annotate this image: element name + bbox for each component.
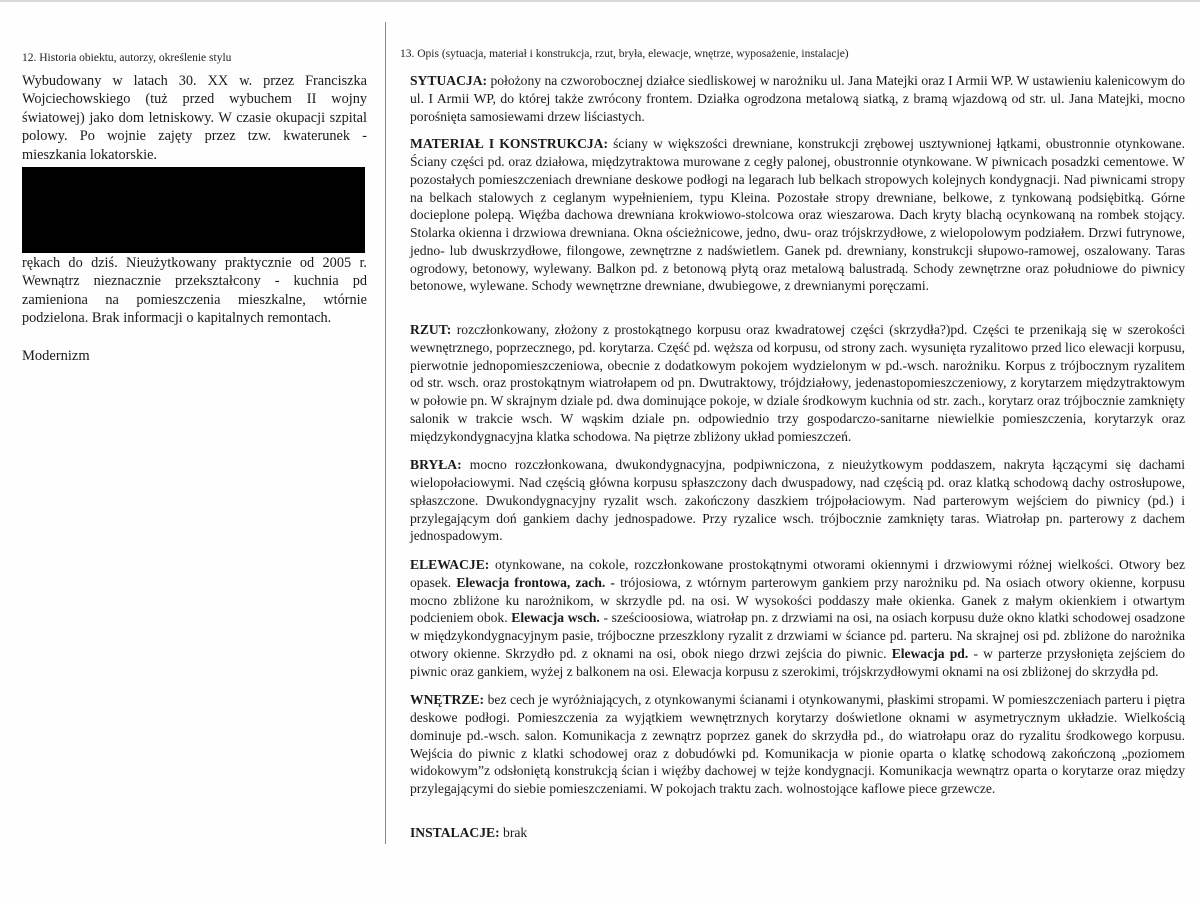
section-label: BRYŁA: bbox=[410, 457, 462, 473]
history-text-bottom: rękach do dziś. Nieużytkowany praktycznie od 2005 r. Wewnątrz nieznacznie przekształcony - kuchnia pd zamieniona na pomieszczenia mieszkalne, wtórnie podzielona. Brak informacji o kapitalnych remontach. bbox=[22, 255, 367, 327]
section-text: rozczłonkowany, złożony z prostokątnego korpusu oraz kwadratowej części (skrzydła?)pd. Części te przenikają się w szerokości wewnętrznego, poprzecznego, pd. korytarza. Część pd. węższa od korpusu, od strony zach. wysunięta ryzalitowo przed lico elewacji korpusu, pierwotnie jednopomieszczeniowa, obecnie z dodatkowym pokojem wydzielonym w pd.-wsch. narożniku. Korpus z trójbocznym ryzalitem od str. wsch. oraz prostokątnym wiatrołapem od pn. Dwutraktowy, trójdziałowy, jedenastopomieszczeniowy, z korytarzem międzytraktowym w połowie pn. W skrajnym dziale pd. dwa dominujące pokoje, w dziale środkowym kuchnia od str. zach., korytarz oraz trójbocznie zamknięty salonik w trakcie wsch. W wąskim dziale pn. odpowiednio trzy gospodarczo-sanitarne niewielkie pomieszczenia, korytarzyk oraz międzykondygnacyjna klatka schodowa. Na piętrze zbliżony układ pomieszczeń. bbox=[410, 322, 1185, 444]
section-text: mocno rozczłonkowana, dwukondygnacyjna, podpiwniczona, z nieużytkowym poddaszem, nakryta łączącymi się dachami wielopołaciowymi. Nad częścią główna korpusu spłaszczony dach dwuspadowy, nad częścią pd. oraz klatką schodową dachy ostrosłupowe, spłaszczone. Dwukondygnacyjny ryzalit wsch. zakończony daszkiem trójpołaciowym. Nad parterowym wejściem do piwnicy (pd.) i przylegającym doń gankiem dachy jednospadowe. Przy ryzalice wsch. trójbocznie zamknięty taras. Wiatrołap pn. parterowy z dachem jednospadowym. bbox=[410, 457, 1185, 544]
redaction-block bbox=[22, 167, 365, 253]
section-text: otynkowane, na cokole, rozczłonkowane prostokątnymi otworami okiennymi i drzwiowymi różnej wielkości. Otwory bez opasek. bbox=[410, 557, 1186, 590]
column-divider bbox=[385, 22, 386, 844]
section-label: MATERIAŁ I KONSTRUKCJA: bbox=[410, 136, 609, 152]
section-instalacje bbox=[410, 824, 1185, 842]
section-label: ELEWACJE: bbox=[410, 557, 490, 572]
history-column bbox=[22, 52, 367, 365]
section-sytuacja bbox=[410, 72, 1185, 125]
section-elewacje bbox=[410, 556, 1185, 680]
section-text: brak bbox=[503, 824, 528, 840]
section-label: INSTALACJE: bbox=[410, 824, 500, 840]
section-text: - w parterze przysłonięta zejściem do piwnic oraz gankiem, wyżej z balkonem na osi. Elewacja korpusu z szerokimi, trójskrzydłowymi oknami na osi zbliżonej do skrzydła pd. bbox=[410, 645, 1186, 679]
scan-edge bbox=[0, 0, 1200, 2]
section-text: położony na czworobocznej działce siedliskowej w narożniku ul. Jana Matejki oraz I Armii WP. W ustawieniu kalenicowym do ul. I Armii WP, do której także zwrócony frontem. Działka ogrodzona metalową siatką, z bramą wjazdową od str. ul. Jana Matejki, mocno porośnięta samosiewami drzew liściastych. bbox=[410, 73, 1185, 124]
section-text: - sześcioosiowa, wiatrołap pn. z drzwiami na osi, na osiach korpusu duże okno klatki schodowej osadzone w międzykondygnacyjnym pasie, trójboczne przeszklony ryzalit z drzwiami w ściance pd. parteru. Na skrajnej osi pd. zbliżone do narożnika otwory okienne. Skrzydło pd. z oknami na osi, obok niego drzwi zejścia do piwnic. bbox=[410, 610, 1185, 661]
section-text: trójosiowa, z wtórnym parterowym gankiem przy narożniku pd. Na osiach otwory okienne, korpusu mocno zbliżone ku narożnikom, w skrzydle pd. na osi. W wysokości poddaszy małe okienka. Ganek z małym okienkiem i otwartym podcieniem obok. bbox=[410, 574, 1186, 626]
description-field-header: 13. Opis (sytuacja, materiał i konstrukcja, rzut, bryła, elewacje, wnętrze, wyposażenie, instalacje) bbox=[400, 48, 849, 60]
section-bryla bbox=[410, 456, 1185, 545]
section-label: RZUT: bbox=[410, 322, 452, 337]
style-value: Modernizm bbox=[22, 347, 90, 364]
history-text-top: Wybudowany w latach 30. XX w. przez Franciszka Wojciechowskiego (tuż przed wybuchem II wojny światowej) jako dom letniskowy. W czasie okupacji szpital polowy. Po wojnie zajęty przez tzw. kwaterunek - mieszkania lokatorskie. bbox=[22, 73, 367, 163]
section-text: ściany w większości drewniane, konstrukcji zrębowej usztywnionej łątkami, obustronnie otynkowane. Ściany części pd. oraz działowa, międzytraktowa murowane z cegły palonej, obustronnie otynkowane. W piwnicach posadzki cementowe. W pozostałych pomieszczeniach drewniane deskowe podłogi na legarach lub belkach stropowych kolejnych kondygnacji. Nad piwnicami stropy na belkach stalowych z ceglanym wypełnieniem, typu Kleina. Pozostałe stropy drewniane, belkowe, z tynkowaną podsiębitką. Górne docieplone polepą. Więźba dachowa drewniana krokwiowo-stolcowa oraz wieszarowa. Dach kryty blachą ocynkowaną na rombek stojący. Stolarka okienna i drzwiowa drewniana. Okna ościeżnicowe, jedno, dwu- oraz trójskrzydłowe, z wielopolowym podziałem. Drzwi futrynowe, jedno- lub dwuskrzydłowe, filongowe, zewnętrzne z nadświetlem. Ganek pd. drewniany, konstrukcji słupowo-ramowej, oszalowany. Taras ogrodowy, betonowy, wylewany. Balkon pd. z betonową płytą oraz metalową balustradą. Schody zewnętrzne oraz południowe do piwnicy betonowe, wylewane. Schody wewnętrzne drewniane, dwubiegowe, z drewnianymi poręczami. bbox=[410, 136, 1185, 294]
section-text: bez cech je wyróżniających, z otynkowanymi ścianami i otynkowanymi, płaskimi stropami. W pomieszczeniach parteru i piętra deskowe podłogi. Pomieszczenia za wyjątkiem wewnętrznych korytarzy doświetlone oknami w asymetrycznym układzie. Wielkością dominuje pd.-wsch. salon. Komunikacja z zewnątrz poprzez ganek do skrzydła pd., do wiatrołapu oraz do ryzalitu środkowego korpusu. Wejścia do piwnic z klatki schodowej oraz z dobudówki pd. Komunikacja w pionie oparta o klatkę schodową zakończoną „poziomem widokowym”z odsłoniętą konstrukcją ścian i więźby dachowej w tejże kondygnacji. Komunikacja wewnątrz oparta o korytarze oraz między przylegającymi do siebie pomieszczeniami. W pokojach traktu zach. wolnostojące kaflowe piece grzewcze. bbox=[410, 692, 1185, 796]
description-column bbox=[400, 48, 1185, 842]
section-label: WNĘTRZE: bbox=[410, 692, 485, 708]
section-wnetrze bbox=[410, 691, 1185, 798]
elevation-front-label: Elewacja frontowa, zach. - bbox=[456, 574, 615, 590]
section-material bbox=[410, 135, 1185, 295]
elevation-south-label: Elewacja pd. bbox=[891, 645, 969, 661]
section-rzut bbox=[410, 321, 1185, 445]
elevation-east-label: Elewacja wsch. bbox=[511, 610, 600, 626]
history-field-header: 12. Historia obiektu, autorzy, określenie stylu bbox=[22, 52, 232, 64]
section-label: SYTUACJA: bbox=[410, 73, 488, 88]
